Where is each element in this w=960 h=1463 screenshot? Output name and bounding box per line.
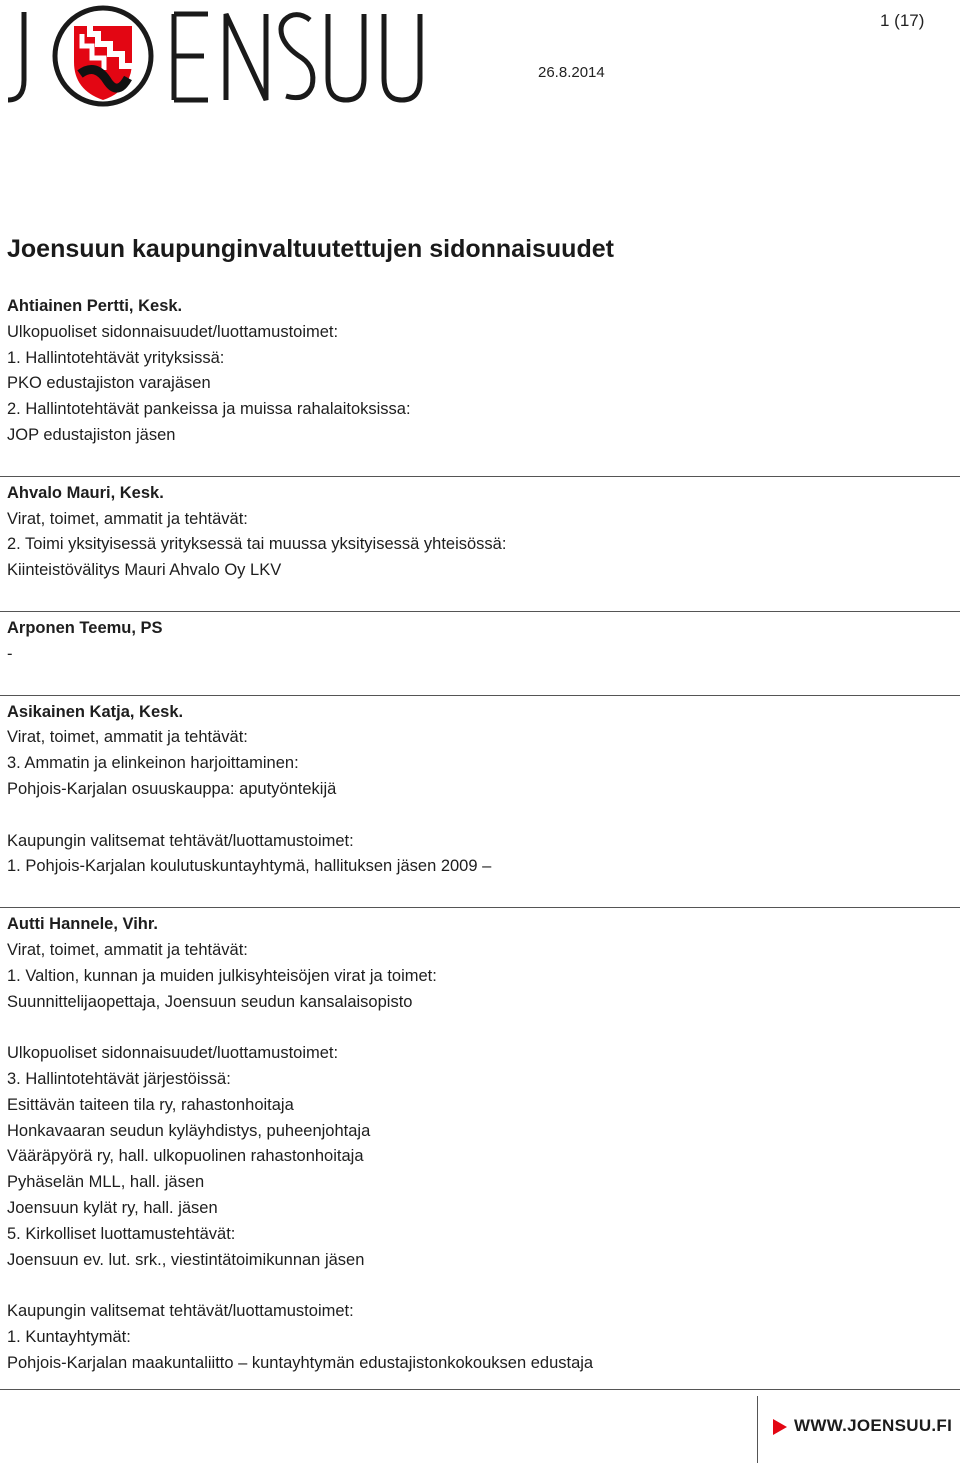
entry-line: 1. Valtion, kunnan ja muiden julkisyhteisöjen virat ja toimet: xyxy=(7,966,437,985)
entry-line: 3. Hallintotehtävät järjestöissä: xyxy=(7,1069,231,1088)
entry-ahvalo xyxy=(0,476,960,611)
spacer xyxy=(0,668,960,695)
entries-list xyxy=(0,294,960,1376)
footer-divider xyxy=(0,1389,960,1390)
entry-name: Ahvalo Mauri, Kesk. xyxy=(7,483,164,502)
entry-line: 2. Toimi yksityisessä yrityksessä tai muussa yksityisessä yhteisössä: xyxy=(7,535,507,554)
entry-line: 1. Pohjois-Karjalan koulutuskuntayhtymä, hallituksen jäsen 2009 – xyxy=(7,857,492,876)
entry-line: Kaupungin valitsemat tehtävät/luottamustoimet: xyxy=(7,831,354,850)
document-date: 26.8.2014 xyxy=(538,64,605,81)
entry-ahtiainen xyxy=(0,294,960,476)
entry-line: Ulkopuoliset sidonnaisuudet/luottamustoimet: xyxy=(7,1044,339,1063)
entry-line: Pohjois-Karjalan osuuskauppa: aputyöntekijä xyxy=(7,779,337,798)
entry-arponen xyxy=(0,611,960,695)
entry-line: 1. Kuntayhtymät: xyxy=(7,1327,131,1346)
spacer xyxy=(0,880,960,907)
joensuu-logo xyxy=(4,4,434,114)
entry-asikainen xyxy=(0,695,960,908)
entry-line: JOP edustajiston jäsen xyxy=(7,425,176,444)
spacer xyxy=(0,449,960,476)
entry-line: Pyhäselän MLL, hall. jäsen xyxy=(7,1173,205,1192)
entry-line: Virat, toimet, ammatit ja tehtävät: xyxy=(7,509,248,528)
entry-line: 1. Hallintotehtävät yrityksissä: xyxy=(7,348,225,367)
entry-line: Vääräpyörä ry, hall. ulkopuolinen rahastonhoitaja xyxy=(7,1147,364,1166)
entry-line: Ulkopuoliset sidonnaisuudet/luottamustoimet: xyxy=(7,322,339,341)
entry-line: Joensuun kylät ry, hall. jäsen xyxy=(7,1198,218,1217)
entry-line: Kaupungin valitsemat tehtävät/luottamustoimet: xyxy=(7,1302,354,1321)
footer-vertical-divider xyxy=(757,1396,758,1463)
spacer xyxy=(0,584,960,611)
entry-name: Ahtiainen Pertti, Kesk. xyxy=(7,297,183,315)
footer-website-link[interactable]: WWW.JOENSUU.FI xyxy=(794,1416,953,1435)
entry-name: Asikainen Katja, Kesk. xyxy=(7,702,184,721)
entry-line: Esittävän taiteen tila ry, rahastonhoitaja xyxy=(7,1095,294,1114)
blank-line xyxy=(0,1015,960,1041)
entry-name: Autti Hannele, Vihr. xyxy=(7,915,158,934)
entry-line: Honkavaaran seudun kyläyhdistys, puheenjohtaja xyxy=(7,1121,371,1140)
play-arrow-icon xyxy=(772,1418,788,1436)
entry-line: 2. Hallintotehtävät pankeissa ja muissa rahalaitoksissa: xyxy=(7,400,411,419)
entry-line: Pohjois-Karjalan maakuntaliitto – kuntayhtymän edustajistonkokouksen edustaja xyxy=(7,1353,594,1372)
document-title: Joensuun kaupunginvaltuutettujen sidonnaisuudet xyxy=(7,235,614,263)
entry-autti xyxy=(0,907,960,1376)
blank-line xyxy=(0,1273,960,1299)
entry-line: 3. Ammatin ja elinkeinon harjoittaminen: xyxy=(7,754,299,773)
entry-line: Suunnittelijaopettaja, Joensuun seudun kansalaisopisto xyxy=(7,992,413,1011)
page-number: 1 (17) xyxy=(880,11,925,30)
entry-line: Virat, toimet, ammatit ja tehtävät: xyxy=(7,728,248,747)
entry-name: Arponen Teemu, PS xyxy=(7,618,163,637)
entry-line: Kiinteistövälitys Mauri Ahvalo Oy LKV xyxy=(7,561,282,580)
entry-line: PKO edustajiston varajäsen xyxy=(7,374,211,393)
page-header xyxy=(0,0,960,120)
entry-line: Joensuun ev. lut. srk., viestintätoimikunnan jäsen xyxy=(7,1250,365,1269)
entry-line: 5. Kirkolliset luottamustehtävät: xyxy=(7,1224,236,1243)
entry-line: - xyxy=(7,644,13,663)
entry-line: Virat, toimet, ammatit ja tehtävät: xyxy=(7,940,248,959)
blank-line xyxy=(0,803,960,829)
